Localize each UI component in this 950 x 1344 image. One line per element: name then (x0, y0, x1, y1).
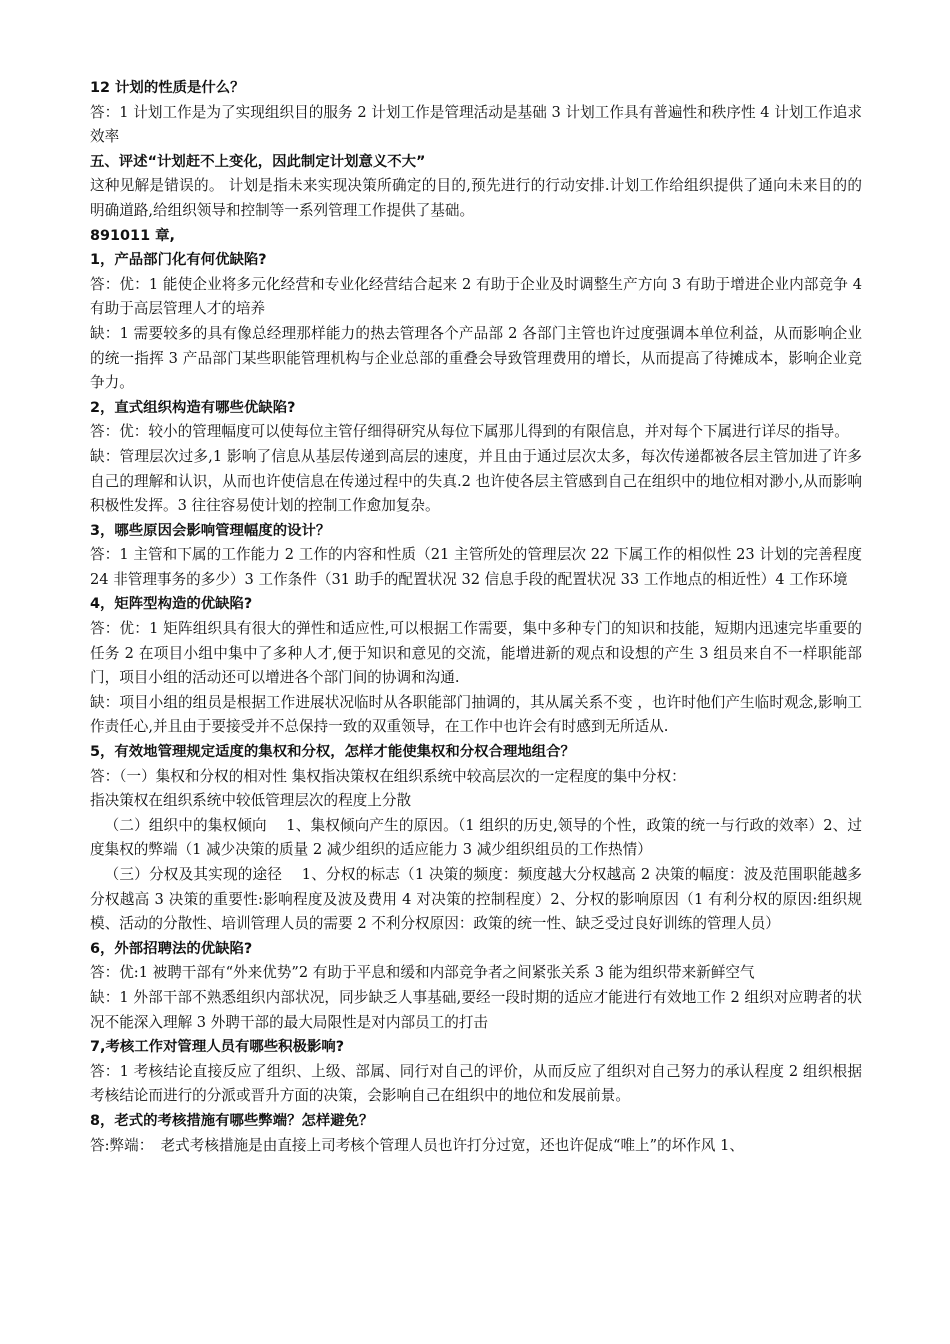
answer-paragraph: 答：优：1 能使企业将多元化经营和专业化经营结合起来 2 有助于企业及时调整生产方向 3 有助于增进企业内部竞争 4 有助于高层管理人才的培养 (90, 275, 862, 318)
answer-paragraph: 缺：1 需要较多的具有像总经理那样能力的热去管理各个产品部 2 各部门主管也许过度强调本单位利益，从而影响企业的统一指挥 3 产品部门某些职能管理机构与企业总部的重叠会导致管理费用的增长，从而提高了待摊成本，影响企业竞争力。 (90, 324, 862, 392)
answer-paragraph: 缺：管理层次过多,1 影响了信息从基层传递到高层的速度，并且由于通过层次太多，每次传递都被各层主管加进了许多自己的理解和认识，从而也许使信息在传递过程中的失真.2 也许使各层主管感到自己在组织中的地位相对渺小,从而影响积极性发挥。3 往往容易使计划的控制工作愈加复杂。 (90, 447, 862, 515)
answer-paragraph: 答：优：较小的管理幅度可以使每位主管仔细得研究从每位下属那儿得到的有限信息，并对每个下属进行详尽的指导。 (90, 423, 849, 441)
question-heading: 8，老式的考核措施有哪些弊端？怎样避免？ (90, 1112, 374, 1129)
question-heading: 1，产品部门化有何优缺陷? (90, 252, 267, 269)
answer-paragraph: 指决策权在组织系统中较低管理层次的程度上分散 (90, 792, 412, 810)
question-heading: 4，矩阵型构造的优缺陷? (90, 596, 253, 613)
question-heading: 五、评述“计划赶不上变化，因此制定计划意义不大” (90, 153, 426, 170)
answer-paragraph: （二）组织中的集权倾向 1、集权倾向产生的原因。（1 组织的历史,领导的个性，政策的统一与行政的效率）2、过度集权的弊端（1 减少决策的质量 2 减少组织的适应能力 3 减少组织组员的工作热情） (90, 816, 862, 859)
question-heading: 3，哪些原因会影响管理幅度的设计？ (90, 522, 331, 539)
question-heading: 12 计划的性质是什么？ (90, 80, 245, 96)
answer-paragraph: 答：1 考核结论直接反应了组织、上级、部属、同行对自己的评价，从而反应了组织对自己努力的承认程度 2 组织根据考核结论而进行的分派或晋升方面的决策，会影响自己在组织中的地位和发展前景。 (90, 1062, 862, 1105)
answer-paragraph: 答:弊端： 老式考核措施是由直接上司考核个管理人员也许打分过宽，还也许促成“唯上”的坏作风 1、 (90, 1136, 744, 1154)
answer-paragraph: 这种见解是错误的。 计划是指未来实现决策所确定的目的,预先进行的行动安排.计划工作给组织提供了通向未来目的的明确道路,给组织领导和控制等一系列管理工作提供了基础。 (90, 177, 862, 219)
answer-paragraph: （三）分权及其实现的途径 1、分权的标志（1 决策的频度：频度越大分权越高 2 决策的幅度：波及范围职能越多分权越高 3 决策的重要性:影响程度及波及费用 4 对决策的控制程度）2、分权的影响原因（1 有利分权的原因:组织规模、活动的分散性、培训管理人员的需要 2 不利分权原因：政策的统一性、缺乏受过良好训练的管理人员） (90, 866, 862, 933)
question-heading: 2，直式组织构造有哪些优缺陷? (90, 399, 296, 416)
question-heading: 891011 章, (90, 227, 175, 244)
question-heading: 5，有效地管理规定适度的集权和分权，怎样才能使集权和分权合理地组合？ (90, 744, 575, 761)
answer-paragraph: 答：优：1 矩阵组织具有很大的弹性和适应性,可以根据工作需要，集中多种专门的知识和技能，短期内迅速完毕重要的任务 2 在项目小组中集中了多种人才,便于知识和意见的交流，能增进新的观点和设想的产生 3 组员来自不一样职能部门，项目小组的活动还可以增进各个部门间的协调和沟通. (90, 620, 862, 687)
question-heading: 7,考核工作对管理人员有哪些积极影响? (90, 1039, 345, 1056)
answer-paragraph: 答：1 主管和下属的工作能力 2 工作的内容和性质（21 主管所处的管理层次 22 下属工作的相似性 23 计划的完善程度 24 非管理事务的多少）3 工作条件（31 助手的配置状况 32 信息手段的配置状况 33 工作地点的相近性）4 工作环境 (90, 546, 862, 588)
answer-paragraph: 缺：项目小组的组员是根据工作进展状况临时从各职能部门抽调的，其从属关系不变 ，也许时他们产生临时观念,影响工作责任心,并且由于要接受并不总保持一致的双重领导，在工作中也许会有时感到无所适从. (90, 693, 862, 736)
answer-paragraph: 答：（一）集权和分权的相对性 集权指决策权在组织系统中较高层次的一定程度的集中分权： (90, 767, 686, 785)
answer-paragraph: 答：1 计划工作是为了实现组织目的服务 2 计划工作是管理活动是基础 3 计划工作具有普遍性和秩序性 4 计划工作追求效率 (90, 103, 862, 146)
question-heading: 6，外部招聘法的优缺陷? (90, 940, 253, 957)
answer-paragraph: 答：优:1 被聘干部有“外来优势”2 有助于平息和缓和内部竞争者之间紧张关系 3 能为组织带来新鲜空气 (90, 964, 755, 982)
answer-paragraph: 缺：1 外部干部不熟悉组织内部状况，同步缺乏人事基础,要经一段时期的适应才能进行有效地工作 2 组织对应聘者的状况不能深入理解 3 外聘干部的最大局限性是对内部员工的打击 (90, 988, 862, 1031)
